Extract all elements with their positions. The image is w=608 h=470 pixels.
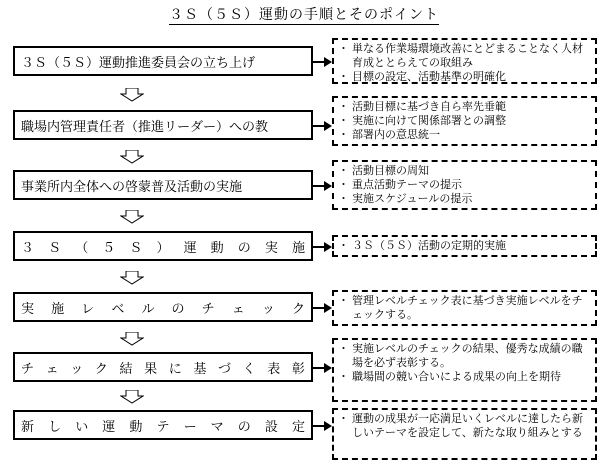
step-6-note-1: ・ 実施レベルのチェックの結果、優秀な成績の職場を必ず表彰する。 bbox=[340, 342, 591, 370]
down-arrow-icon bbox=[120, 88, 144, 102]
step-3-notes bbox=[332, 160, 597, 210]
step-1-notes bbox=[332, 38, 597, 84]
step-4-box bbox=[13, 231, 313, 261]
step-4-notes bbox=[332, 235, 597, 257]
step-1-note-1: ・ 単なる作業場環境改善にとどまることなく人材育成ととらえての取組み bbox=[340, 42, 591, 70]
step-3-label: 事業所内全体への啓蒙普及活動の実施 bbox=[21, 179, 243, 195]
step-3-box bbox=[13, 170, 313, 200]
step-2-note-3: ・ 部署内の意思統一 bbox=[340, 128, 591, 142]
step-1-box bbox=[13, 46, 313, 76]
diagram-title-text: ３Ｓ（５Ｓ）運動の手順とそのポイント bbox=[169, 7, 439, 23]
step-5-note-1: ・ 管理レベルチェック表に基づき実施レベルをチェックする。 bbox=[340, 294, 591, 322]
step-4-label: ３ Ｓ （ ５ Ｓ ） 運 動 の 実 施 bbox=[21, 240, 305, 256]
step-6-note-2: ・ 職場間の競い合いによる成果の向上を期待 bbox=[340, 370, 591, 384]
step-2-connector-arrow bbox=[313, 125, 325, 127]
step-3-connector-arrow bbox=[313, 185, 325, 187]
step-2-label: 職場内管理責任者（推進リーダー）への教 bbox=[21, 119, 269, 135]
step-3-note-2: ・ 重点活動テーマの提示 bbox=[340, 178, 591, 192]
step-5-label: 実 施 レ ベ ル の チ ェ ッ ク bbox=[21, 301, 305, 317]
diagram-title bbox=[0, 4, 608, 24]
step-7-connector-arrow bbox=[313, 425, 325, 427]
step-7-notes bbox=[332, 408, 597, 460]
step-7-note-1: ・ 運動の成果が一応満足いくレベルに達したら新しいテーマを設定して、新たな取り組みとする bbox=[340, 412, 591, 440]
step-3-note-1: ・ 活動目標の周知 bbox=[340, 164, 591, 178]
down-arrow-icon bbox=[120, 332, 144, 346]
step-4-note-1: ・ ３Ｓ（５Ｓ）活動の定期的実施 bbox=[340, 239, 591, 253]
step-6-label: チ ェ ッ ク 結 果 に 基 づ く 表 彰 bbox=[21, 361, 305, 377]
step-6-box bbox=[13, 352, 313, 382]
step-2-notes bbox=[332, 96, 597, 146]
down-arrow-icon bbox=[120, 271, 144, 285]
step-1-note-2: ・ 目標の設定、活動基準の明確化 bbox=[340, 70, 591, 84]
step-7-label: 新 し い 運 動 テ ー マ の 設 定 bbox=[21, 419, 305, 435]
step-1-connector-arrow bbox=[313, 61, 325, 63]
step-2-note-2: ・ 実施に向けて関係部署との調整 bbox=[340, 114, 591, 128]
down-arrow-icon bbox=[120, 210, 144, 224]
step-4-connector-arrow bbox=[313, 246, 325, 248]
step-2-box bbox=[13, 110, 313, 140]
step-7-box bbox=[13, 410, 313, 440]
step-6-connector-arrow bbox=[313, 367, 325, 369]
step-1-label: ３Ｓ（５Ｓ）運動推進委員会の立ち上げ bbox=[21, 55, 256, 71]
step-5-notes bbox=[332, 290, 597, 326]
step-2-note-1: ・ 活動目標に基づき自ら率先垂範 bbox=[340, 100, 591, 114]
step-6-notes bbox=[332, 338, 597, 402]
step-5-connector-arrow bbox=[313, 307, 325, 309]
step-3-note-3: ・ 実施スケジュールの提示 bbox=[340, 192, 591, 206]
step-5-box bbox=[13, 292, 313, 322]
down-arrow-icon bbox=[120, 150, 144, 164]
down-arrow-icon bbox=[120, 390, 144, 404]
